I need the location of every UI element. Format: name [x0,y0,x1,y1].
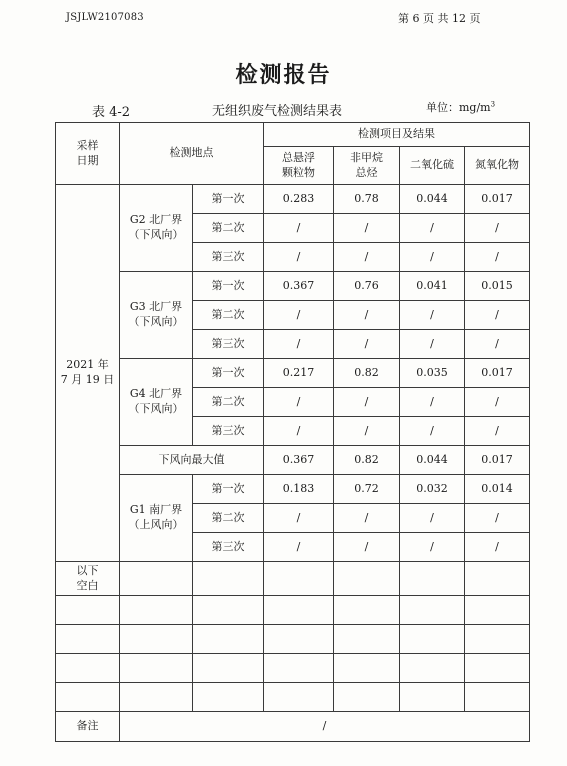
so2-value: / [400,243,465,272]
upwind-site-cell: G1 南厂界 （上风向） [120,475,193,562]
table-number: 表 4-2 [92,105,131,120]
so2-value: / [400,504,465,533]
table-row [56,475,530,504]
nmhc-value: / [334,417,400,446]
document-number: JSJLW2107083 [66,12,144,23]
empty-cell [400,683,465,712]
max-label: 下风向最大值 [120,446,264,475]
so2-value: / [400,388,465,417]
empty-cell [334,562,400,596]
empty-cell [193,562,264,596]
so2-value: / [400,214,465,243]
nox-value: / [465,417,530,446]
nmhc-value: 0.76 [334,272,400,301]
empty-cell [120,683,193,712]
empty-cell [264,683,334,712]
table-row [56,185,530,214]
blank-label: 以下 空白 [56,562,120,596]
empty-cell [400,625,465,654]
blank-row [56,562,530,596]
empty-cell [120,654,193,683]
max-tsp: 0.367 [264,446,334,475]
empty-cell [193,654,264,683]
nox-value: / [465,533,530,562]
so2-value: 0.041 [400,272,465,301]
nox-header: 氮氧化物 [465,147,530,185]
max-nmhc: 0.82 [334,446,400,475]
empty-row [56,683,530,712]
empty-cell [465,683,530,712]
nox-value: / [465,504,530,533]
empty-cell [120,596,193,625]
nox-value: / [465,301,530,330]
empty-cell [56,625,120,654]
site-cell: G3 北厂界 （下风向） [120,272,193,359]
nmhc-value: 0.78 [334,185,400,214]
so2-value: 0.032 [400,475,465,504]
empty-row [56,596,530,625]
nmhc-value: / [334,388,400,417]
empty-cell [264,596,334,625]
header-row [56,123,530,147]
empty-cell [334,654,400,683]
tsp-value: / [264,330,334,359]
empty-cell [264,625,334,654]
nox-value: / [465,330,530,359]
empty-cell [334,625,400,654]
so2-header: 二氧化硫 [400,147,465,185]
site-cell: G4 北厂界 （下风向） [120,359,193,446]
max-row [56,446,530,475]
empty-cell [193,596,264,625]
nox-value: / [465,388,530,417]
empty-cell [193,625,264,654]
nmhc-value: 0.82 [334,359,400,388]
results-table [55,122,530,742]
so2-value: / [400,330,465,359]
so2-value: / [400,533,465,562]
empty-cell [264,654,334,683]
nox-value: 0.014 [465,475,530,504]
date-header: 采样 日期 [56,123,120,185]
tsp-value: / [264,301,334,330]
tsp-value: 0.367 [264,272,334,301]
empty-cell [465,596,530,625]
remark-label: 备注 [56,712,120,742]
so2-value: 0.035 [400,359,465,388]
report-title: 检测报告 [235,63,332,88]
table-row [56,272,530,301]
empty-cell [193,683,264,712]
location-header: 检测地点 [120,123,264,185]
so2-value: 0.044 [400,185,465,214]
tsp-value: / [264,214,334,243]
nox-value: 0.017 [465,185,530,214]
empty-cell [465,654,530,683]
nmhc-value: / [334,243,400,272]
nmhc-header: 非甲烷 总烃 [334,147,400,185]
empty-cell [400,596,465,625]
empty-cell [400,654,465,683]
empty-cell [120,625,193,654]
nmhc-value: / [334,214,400,243]
so2-value: / [400,301,465,330]
sample-round: 第二次 [193,301,264,330]
nmhc-value: / [334,330,400,359]
sample-round: 第二次 [193,504,264,533]
empty-cell [465,562,530,596]
sample-round: 第一次 [193,475,264,504]
empty-row [56,625,530,654]
sample-round: 第一次 [193,359,264,388]
empty-cell [56,654,120,683]
sample-round: 第一次 [193,185,264,214]
nox-value: 0.017 [465,359,530,388]
tsp-value: 0.217 [264,359,334,388]
empty-cell [56,683,120,712]
remark-value: / [120,712,530,742]
nmhc-value: / [334,533,400,562]
tsp-value: 0.183 [264,475,334,504]
sample-round: 第三次 [193,533,264,562]
remark-row [56,712,530,742]
page-indicator: 第 6 页 共 12 页 [398,12,481,25]
nmhc-value: / [334,504,400,533]
max-nox: 0.017 [465,446,530,475]
tsp-value: / [264,533,334,562]
nmhc-value: 0.72 [334,475,400,504]
sample-round: 第二次 [193,388,264,417]
sample-round: 第三次 [193,243,264,272]
empty-cell [56,596,120,625]
sampling-date: 2021 年 7 月 19 日 [56,185,120,562]
empty-cell [334,683,400,712]
tsp-value: 0.283 [264,185,334,214]
sample-round: 第三次 [193,330,264,359]
empty-cell [465,625,530,654]
table-title: 无组织废气检测结果表 [212,104,343,119]
sample-round: 第二次 [193,214,264,243]
nox-value: 0.015 [465,272,530,301]
max-so2: 0.044 [400,446,465,475]
items-header: 检测项目及结果 [264,123,530,147]
sample-round: 第一次 [193,272,264,301]
tsp-value: / [264,417,334,446]
tsp-value: / [264,388,334,417]
so2-value: / [400,417,465,446]
nmhc-value: / [334,301,400,330]
empty-row [56,654,530,683]
tsp-value: / [264,504,334,533]
nox-value: / [465,214,530,243]
empty-cell [120,562,193,596]
tsp-header: 总悬浮 颗粒物 [264,147,334,185]
tsp-value: / [264,243,334,272]
nox-value: / [465,243,530,272]
unit-label: 单位：$mg/m^3$ [426,100,496,114]
empty-cell [400,562,465,596]
table-row [56,359,530,388]
empty-cell [334,596,400,625]
sample-round: 第三次 [193,417,264,446]
empty-cell [264,562,334,596]
site-cell: G2 北厂界 （下风向） [120,185,193,272]
